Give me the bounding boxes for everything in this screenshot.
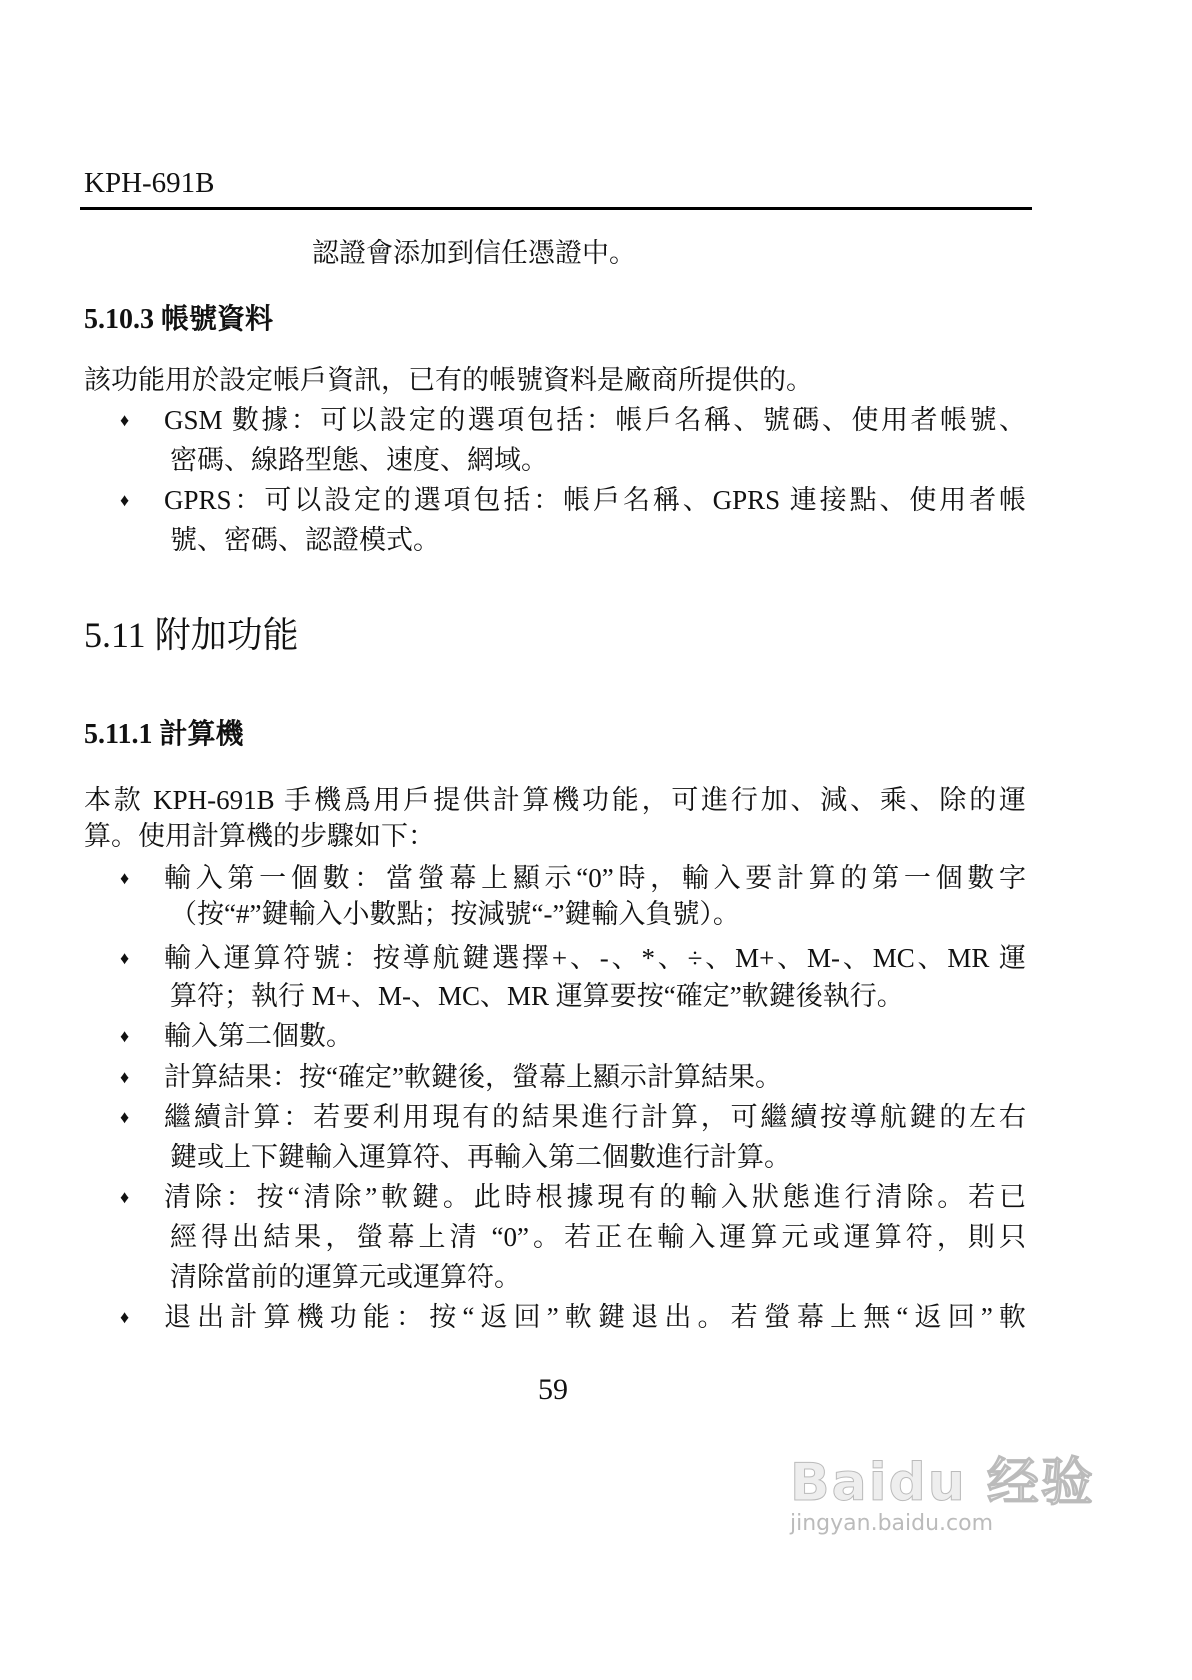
bullet-line: 經得出結果，螢幕上清 “0”。若正在輸入運算元或運算符，則只 — [170, 1222, 1026, 1252]
header-rule — [80, 207, 1032, 210]
watermark-url: jingyan.baidu.com — [790, 1511, 994, 1536]
bullet-line: GPRS：可以設定的選項包括：帳戶名稱、GPRS 連接點、使用者帳 — [164, 485, 1026, 515]
paragraph: 該功能用於設定帳戶資訊，已有的帳號資料是廠商所提供的。 — [84, 365, 813, 395]
bullet-line: 清除當前的運算元或運算符。 — [170, 1262, 521, 1292]
paragraph-line: 本款 KPH-691B 手機爲用戶提供計算機功能，可進行加、減、乘、除的運 — [84, 785, 1026, 815]
section-heading-5-11: 5.11 附加功能 — [84, 615, 299, 655]
section-heading-5-11-1: 5.11.1 計算機 — [84, 719, 244, 750]
bullet-icon: ♦ — [120, 1026, 130, 1046]
bullet-line: 計算結果：按“確定”軟鍵後，螢幕上顯示計算結果。 — [164, 1062, 782, 1092]
section-heading-5-10-3: 5.10.3 帳號資料 — [84, 304, 274, 335]
bullet-icon: ♦ — [120, 490, 130, 510]
bullet-line: 號、密碼、認證模式。 — [170, 525, 440, 555]
bullet-icon: ♦ — [120, 1107, 130, 1127]
bullet-line: 輸入運算符號：按導航鍵選擇+、-、*、÷、M+、M-、MC、MR 運 — [164, 943, 1026, 973]
bullet-line: 密碼、線路型態、速度、網域。 — [170, 445, 548, 475]
continued-text: 認證會添加到信任憑證中。 — [312, 238, 636, 268]
bullet-icon: ♦ — [120, 1067, 130, 1087]
bullet-line: 輸入第二個數。 — [164, 1021, 353, 1051]
page-number: 59 — [538, 1373, 568, 1406]
bullet-line: 清除：按“清除”軟鍵。此時根據現有的輸入狀態進行清除。若已 — [164, 1182, 1026, 1212]
bullet-line: 鍵或上下鍵輸入運算符、再輸入第二個數進行計算。 — [170, 1142, 791, 1172]
watermark-logo: Baidu 经验 — [790, 1453, 1095, 1513]
bullet-line: 繼續計算：若要利用現有的結果進行計算，可繼續按導航鍵的左右 — [164, 1102, 1026, 1132]
bullet-line: 算符；執行 M+、M-、MC、MR 運算要按“確定”軟鍵後執行。 — [170, 981, 904, 1011]
bullet-line: 退出計算機功能：按“返回”軟鍵退出。若螢幕上無“返回”軟 — [164, 1302, 1026, 1332]
baidu-jingyan-watermark — [790, 1440, 1095, 1536]
running-header: KPH-691B — [84, 167, 215, 199]
bullet-line: （按“#”鍵輸入小數點；按減號“-”鍵輸入負號）。 — [170, 899, 740, 929]
bullet-line: 輸入第一個數：當螢幕上顯示“0”時，輸入要計算的第一個數字 — [164, 863, 1026, 893]
bullet-icon: ♦ — [120, 948, 130, 968]
bullet-icon: ♦ — [120, 1307, 130, 1327]
bullet-icon: ♦ — [120, 410, 130, 430]
bullet-icon: ♦ — [120, 1187, 130, 1207]
bullet-icon: ♦ — [120, 868, 130, 888]
paragraph-line: 算。使用計算機的步驟如下： — [84, 821, 435, 851]
bullet-line: GSM 數據：可以設定的選項包括：帳戶名稱、號碼、使用者帳號、 — [164, 405, 1026, 435]
